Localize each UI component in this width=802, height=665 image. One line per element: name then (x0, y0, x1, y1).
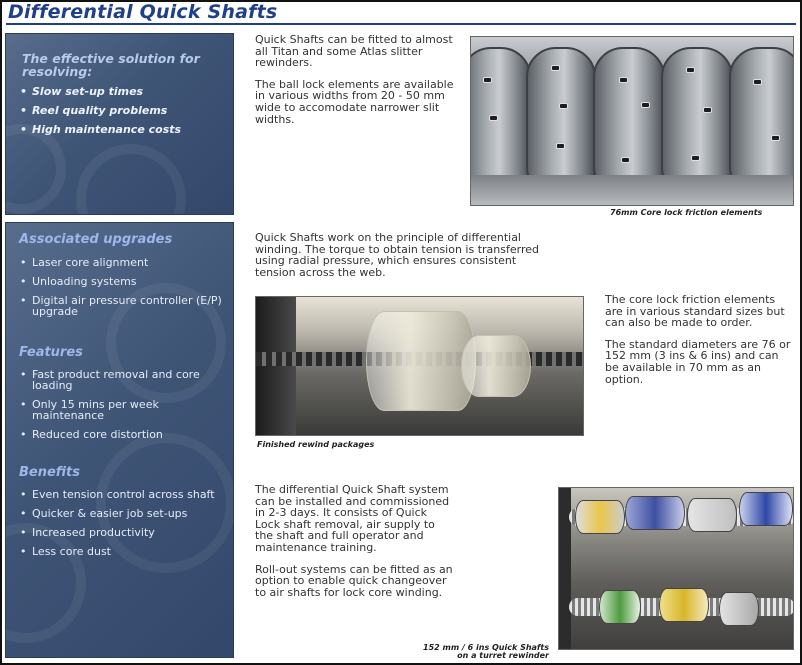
ball-lock (703, 107, 712, 113)
core-lock-paragraph: The standard diameters are 76 or 152 mm (3 ins & 6 ins) and can be available in 70 mm as an option. (605, 337, 791, 386)
solution-list (18, 86, 228, 143)
ball-lock (771, 135, 780, 141)
upgrades-list (18, 257, 228, 325)
core-lock-photo (470, 36, 794, 206)
core-lock-text (605, 294, 795, 395)
installation-paragraph: Roll-out systems can be fitted as an option to enable quick changeover to air shafts for lock core winding. (255, 562, 453, 599)
principle-paragraph: Quick Shafts work on the principle of differential winding. The torque to obtain tension is transferred using radial pressure, which ensures consistent tension across the web. (255, 231, 539, 279)
intro-text (255, 34, 457, 135)
ball-lock (559, 103, 568, 109)
intro-paragraph: The ball lock elements are available in various widths from 20 - 50 mm wide to accomodate narrower slit widths. (255, 77, 454, 126)
installation-paragraph: The differential Quick Shaft system can be installed and commissioned in 2-3 days. It consists of Quick Lock shaft removal, air supply to the shaft and full operator and maintenance training. (255, 483, 450, 554)
ball-lock (483, 77, 492, 83)
list-item: • Quicker & easier job set-ups (18, 508, 228, 519)
list-item: • High maintenance costs (18, 124, 228, 135)
list-item: • Slow set-up times (18, 86, 228, 97)
principle-text (255, 232, 545, 288)
solution-heading: The effective solution for resolving: (22, 51, 200, 79)
turret-caption-line: 152 mm / 6 ins Quick Shafts (423, 643, 549, 652)
reel (739, 492, 793, 526)
ball-lock (691, 155, 700, 161)
film-roll (366, 311, 476, 411)
upgrades-panel (5, 222, 234, 658)
turret-rewinder-photo (558, 487, 794, 650)
list-item: • Fast product removal and core loading (18, 369, 228, 391)
reel (659, 588, 709, 622)
ball-lock (619, 77, 628, 83)
list-item: • Less core dust (18, 546, 228, 557)
turret-caption (399, 644, 549, 660)
ball-lock (753, 79, 762, 85)
reel (687, 498, 737, 532)
list-item: • Laser core alignment (18, 257, 228, 268)
list-item: • Reduced core distortion (18, 429, 228, 440)
list-item: • Digital air pressure controller (E/P) upgrade (18, 295, 228, 317)
ball-lock (551, 65, 560, 71)
list-item: • Reel quality problems (18, 105, 228, 116)
page-title: Differential Quick Shafts (8, 1, 278, 23)
ball-lock (641, 102, 650, 108)
title-underline (6, 23, 796, 25)
benefits-heading: Benefits (19, 465, 80, 480)
features-list (18, 369, 228, 448)
ball-lock (556, 143, 565, 149)
solution-panel (5, 33, 234, 215)
reel (719, 592, 759, 626)
intro-paragraph: Quick Shafts can be fitted to almost all Titan and some Atlas slitter rewinders. (255, 33, 453, 70)
list-item: • Increased productivity (18, 527, 228, 538)
turret-caption-line: on a turret rewinder (457, 651, 549, 660)
reel (625, 496, 685, 530)
ball-lock (621, 157, 630, 163)
ball-lock (489, 115, 498, 121)
core-lock-caption: 76mm Core lock friction elements (610, 208, 763, 217)
ball-lock (686, 67, 695, 73)
benefits-list (18, 489, 228, 565)
film-roll (461, 335, 531, 397)
rewind-packages-photo (255, 296, 584, 436)
machine-frame (256, 297, 296, 436)
rewind-caption: Finished rewind packages (257, 440, 375, 449)
features-heading: Features (19, 345, 83, 360)
list-item: • Even tension control across shaft (18, 489, 228, 500)
decorative-swirl (76, 144, 186, 215)
core-lock-paragraph: The core lock friction elements are in various standard sizes but can also be made to order. (605, 293, 785, 330)
installation-text (255, 484, 455, 608)
machine-base (471, 175, 793, 205)
reel (575, 500, 625, 534)
reel (599, 590, 641, 624)
associated-upgrades-heading: Associated upgrades (19, 232, 173, 247)
list-item: • Unloading systems (18, 276, 228, 287)
list-item: • Only 15 mins per week maintenance (18, 399, 228, 421)
